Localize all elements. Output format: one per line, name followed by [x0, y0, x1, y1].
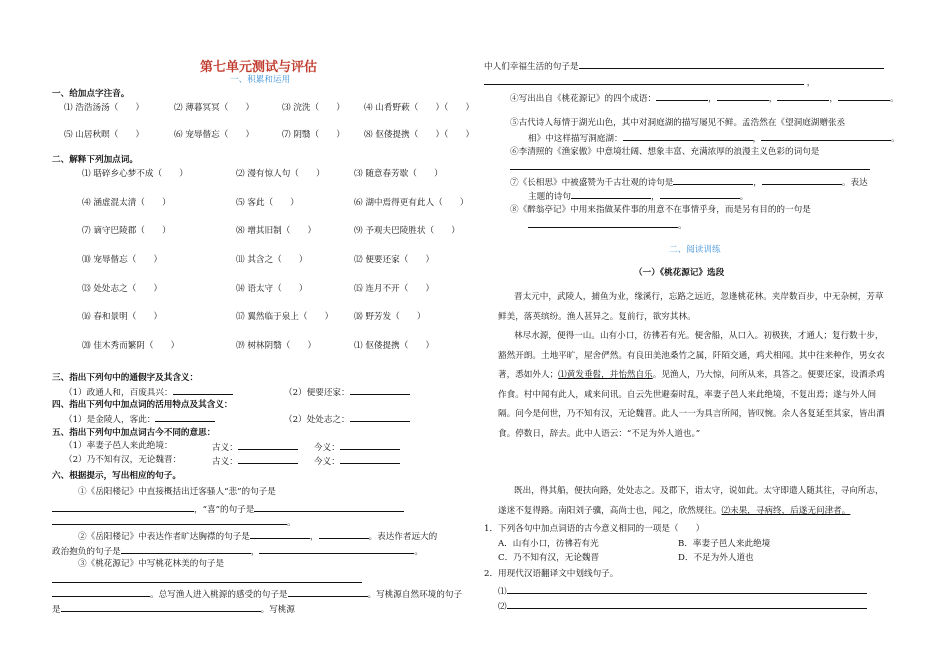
q2-item: ⑴ 伛偻提携（ ）	[354, 341, 435, 351]
q1-item: ⑺ 阴翳（ ）	[282, 130, 345, 140]
q2-item: ⒅ 野芳发（ ）	[354, 312, 426, 322]
q3-heading: 三、指出下列句中的通假字及其含义：	[52, 373, 199, 383]
q5-heading: 五、指出下列句中加点词古今不同的意思：	[52, 428, 216, 438]
mc-option: D．不足为外人道也	[678, 553, 754, 563]
mc-option: A．山有小口，彷彿若有光	[498, 539, 599, 549]
passage-paragraph: 林尽水源，便得一山。山有小口，彷彿若有光。便舍船，从口入。初极狭，才通人；复行数十步，豁然开朗。土地平旷，屋舍俨然。有良田美池桑竹之属，阡陌交通，鸡犬相闻。其中往来种作，男女衣著，悉如外人；⑴黄发垂髫，并怡然自乐。见渔人，乃大惊，问所从来，具答之。便要还家，设酒杀鸡作食。村中闻有此人，咸来问讯。自云先世避秦时乱，率妻子邑人来此绝境，不复出焉；遂与外人间隔。问今是何世，乃不知有汉，无论魏晋。此人一一为具言所闻，皆叹惋。余人各复延至其家，皆出酒食。停数日，辞去。此中人语云：“不足为外人道也。”	[498, 331, 885, 439]
q2-item: ⑻ 增其旧制（ ）	[236, 226, 317, 236]
q6-item7: ⑦《长相思》中被盛赞为千古壮观的诗句是 ， 。表达	[510, 178, 868, 188]
translate-line: ⑵	[498, 600, 867, 613]
q6-item5: 相》中这样描写洞庭湖： ， 。	[528, 134, 900, 144]
translate-line: ⑴	[498, 585, 867, 598]
mc-option: C．乃不知有汉，无论魏晋	[498, 553, 600, 563]
q1-item: ⑻ 伛偻提携（ ）（ ）	[364, 130, 475, 140]
reading-title: （一）《桃花源记》选段	[634, 268, 725, 278]
q6-line: ，“喜”的句子是	[52, 503, 404, 516]
q2-item: ⒇ 佳木秀而繁阴（ ）	[82, 341, 180, 351]
q6-line: 是 。写桃源	[52, 605, 295, 615]
q3-item: （2）便要还家：	[284, 386, 410, 399]
q3-item: （1）政通人和，百废具兴：	[64, 386, 233, 399]
q6-item7: 主题的诗句 ， 。	[528, 192, 749, 202]
part1-title: 一、积累和运用	[230, 75, 291, 85]
page-title: 第七单元测试与评估	[200, 60, 318, 75]
q5-item: （2）乃不知有汉，无论魏晋：	[64, 455, 182, 465]
q6-line: 。总写渔人进入桃源的感受的句子是 。写桃源自然环境的句子	[52, 588, 462, 601]
q1-item: ⑶ 浣洗（ ）	[282, 103, 345, 113]
q6-item6	[510, 161, 870, 174]
q1-item: ⑸ 山居秋暝（ ）	[64, 130, 145, 140]
q2-item: ⑵ 漫有惊人句（ ）	[236, 169, 325, 179]
q2-item: ⑾ 其含之（ ）	[236, 255, 308, 265]
q5-gu: 古义：	[212, 455, 298, 468]
passage-paragraph: 晋太元中，武陵人，捕鱼为业，缘溪行，忘路之远近，忽逢桃花林。夹岸数百步，中无杂树，芳草鲜美，落英缤纷。渔人甚异之。复前行，欲穷其林。	[498, 292, 884, 322]
q6-item4: ④写出出自《桃花源记》的四个成语： ， ， ， 。	[510, 94, 899, 104]
q5-gu: 古义：	[212, 441, 298, 454]
q6-item8: 。	[528, 219, 687, 232]
mc-option: B．率妻子邑人来此绝境	[678, 539, 771, 549]
q6-line: ②《岳阳楼记》中表达作者旷达胸襟的句子是 ， 。表达作者远大的	[78, 532, 438, 542]
q2-item: ⑼ 予观夫巴陵胜状（ ）	[354, 226, 460, 236]
q2-item: ⒄ 翼然临于泉上（ ）	[236, 312, 334, 322]
mc-question: 1．下列各句中加点词语的古今意义相同的一项是（ ）	[484, 524, 705, 534]
q1-heading: 一、给加点字注音。	[52, 89, 130, 99]
q4-heading: 四、指出下列句中加点词的活用特点及其含义：	[52, 400, 233, 410]
q2-item: ⒂ 连月不开（ ）	[354, 284, 435, 294]
q2-heading: 二、解释下列加点词。	[52, 155, 138, 165]
q6-line: ，	[484, 76, 815, 89]
q6-line: 。	[52, 516, 296, 529]
q4-item: （1）是金陵人，客此：	[64, 413, 215, 426]
q2-item: ⒆ 树林阴翳（ ）	[236, 341, 317, 351]
q2-item: ⑽ 宠辱偕忘（ ）	[82, 255, 163, 265]
passage-paragraph: 既出，得其船，便扶向路，处处志之。及郡下，诣太守，说如此。太守即遣人随其往，寻向所志，遂迷不复得路。南阳刘子骥，高尚士也，闻之，欣然规往。⑵未果，寻病终，后遂无问津者。	[498, 486, 884, 516]
q5-jin: 今义：	[314, 441, 400, 454]
translate-question: 2．用现代汉语翻译文中划线句子。	[484, 569, 619, 579]
q2-item: ⑹ 湖中焉得更有此人（ ）	[354, 198, 469, 208]
q6-item8: ⑧《醉翁亭记》中用来指做某件事的用意不在事情乎身，而是另有目的的一句是	[510, 205, 811, 215]
q2-item: ⒃ 春和景明（ ）	[82, 312, 163, 322]
q6-line: ③《桃花源记》中写桃花林美的句子是	[78, 559, 225, 569]
q1-item: ⑴ 浩浩汤汤（ ）	[64, 103, 145, 113]
part2-title: 二、阅读训练	[669, 245, 721, 255]
q2-item: ⑷ 涵虚混太清（ ）	[82, 198, 171, 208]
q6-line: ①《岳阳楼记》中直接概括出迁客骚人“悲”的句子是	[78, 487, 276, 497]
q5-item: （1）率妻子邑人来此绝境：	[64, 441, 173, 451]
q5-jin: 今义：	[314, 455, 400, 468]
q2-item: ⒀ 处处志之（ ）	[82, 284, 163, 294]
q2-item: ⑸ 客此（ ）	[236, 198, 299, 208]
q1-item: ⑷ 山肴野蔌（ ）（ ）	[364, 103, 475, 113]
q2-item: ⑶ 随意春芳歇（ ）	[354, 169, 443, 179]
q4-item: （2）处处志之：	[284, 413, 410, 426]
q6-item6: ⑥李清照的《渔家傲》中意境壮阔、想象丰富、充满浓厚的浪漫主义色彩的词句是	[510, 147, 820, 157]
q6-line	[52, 574, 362, 587]
q6-heading: 六、根据提示，写出相应的句子。	[52, 471, 181, 481]
q6-item5: ⑤古代诗人每情于湖光山色，其中对洞庭湖的描写屡见不鲜。孟浩然在《望洞庭湖赠张丞	[510, 118, 846, 128]
q6-line: 政治抱负的句子是 ， 。	[52, 547, 423, 557]
q2-item: ⑿ 便要还家（ ）	[354, 255, 435, 265]
q6-line: 中人们幸福生活的句子是	[484, 60, 884, 73]
q1-item: ⑵ 薄暮冥冥（ ）	[174, 103, 255, 113]
q2-item: ⒁ 语太守（ ）	[236, 284, 308, 294]
q2-item: ⑴ 聒碎乡心梦不成（ ）	[82, 169, 188, 179]
q1-item: ⑹ 宠辱偕忘（ ）	[174, 130, 255, 140]
q2-item: ⑺ 谪守巴陵郡（ ）	[82, 226, 171, 236]
